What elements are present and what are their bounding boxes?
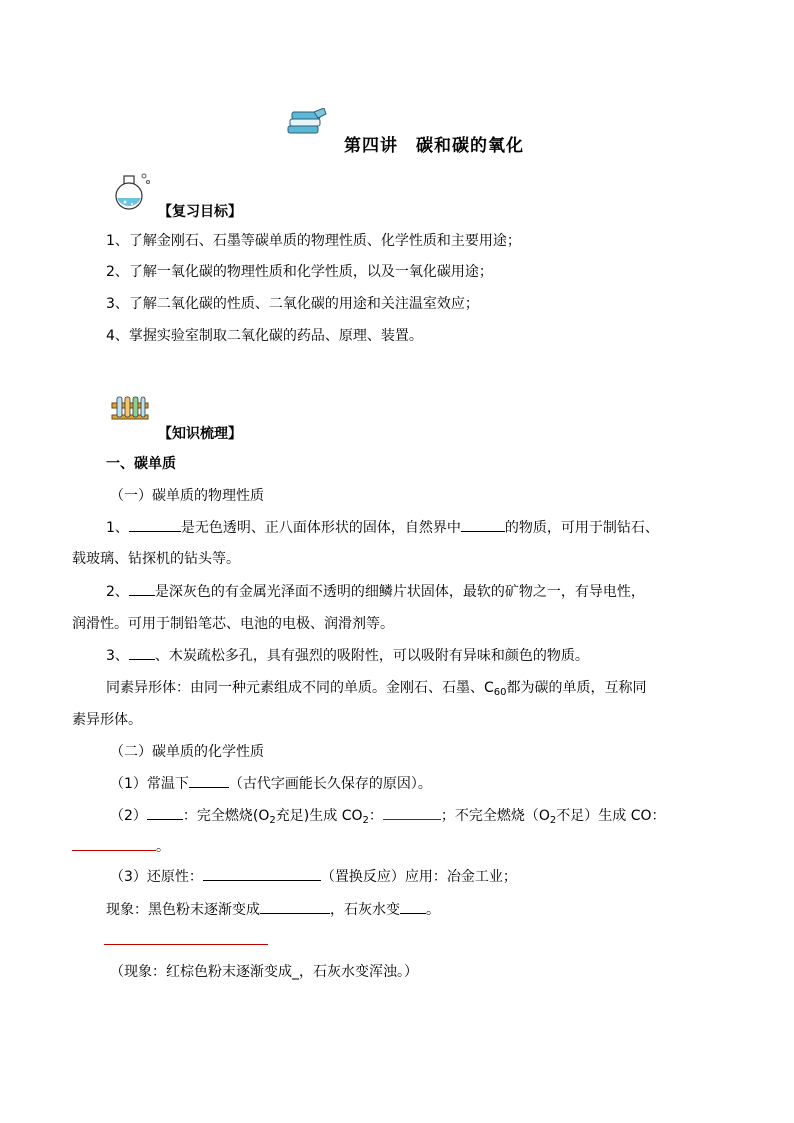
answer-blank[interactable]	[72, 836, 156, 851]
answer-blank[interactable]	[383, 805, 441, 820]
page-title: 第四讲 碳和碳的氧化	[344, 136, 524, 156]
paragraph-graphite: 2、 是深灰色的有金属光泽面不透明的细鳞片状固体，最软的矿物之一，有导电性，	[106, 581, 645, 601]
review-item-4: 4、掌握实验室制取二氧化碳的药品、原理、装置。	[106, 328, 423, 344]
subsection-chemical: （二）碳单质的化学性质	[110, 744, 264, 760]
phenomenon-note: （现象：红棕色粉末逐渐变成_，石灰水变浑浊。）	[110, 964, 418, 980]
paragraph-diamond-line2: 载玻璃、钻探机的钻头等。	[72, 551, 240, 567]
blank[interactable]	[260, 899, 330, 914]
paragraph-charcoal: 3、 、木炭疏松多孔，具有强烈的吸附性，可以吸附有异味和颜色的物质。	[106, 645, 589, 665]
test-tubes-icon	[110, 395, 150, 421]
phenomenon-line: 现象：黑色粉末逐渐变成 ，石灰水变 。	[106, 899, 440, 919]
chemical-item-3: （3）还原性： （置换反应）应用：冶金工业；	[110, 866, 517, 886]
review-item-3: 3、了解二氧化碳的性质、二氧化碳的用途和关注温室效应；	[106, 296, 479, 312]
answer-line[interactable]	[104, 944, 268, 945]
paragraph-diamond: 1、 是无色透明、正八面体形状的固体，自然界中 的物质，可用于制钻石、	[106, 517, 659, 537]
review-heading: 【复习目标】	[158, 204, 242, 220]
paragraph-allotrope: 同素异形体：由同一种元素组成不同的单质。金刚石、石墨、$C_{60}$都为碳的单质，互称同	[106, 680, 647, 698]
blank[interactable]	[129, 517, 181, 532]
books-icon	[284, 108, 328, 136]
section-heading-carbon: 一、碳单质	[106, 456, 176, 472]
knowledge-heading: 【知识梳理】	[158, 426, 242, 442]
blank[interactable]	[203, 866, 321, 881]
flask-icon	[110, 170, 154, 212]
review-item-2: 2、了解一氧化碳的物理性质和化学性质，以及一氧化碳用途；	[106, 264, 493, 280]
blank[interactable]	[147, 805, 183, 820]
blank[interactable]	[400, 899, 426, 914]
chemical-item-2: （2） ：完全燃烧($O_2$充足)生成 $CO_2$： ；不完全燃烧（$O_2$不足）生成 CO：	[110, 805, 666, 825]
blank[interactable]	[129, 645, 155, 660]
chemical-item-2-line2: 。	[72, 836, 170, 856]
paragraph-allotrope-line2: 素异形体。	[72, 712, 142, 728]
subsection-physical: （一）碳单质的物理性质	[110, 488, 264, 504]
blank[interactable]	[129, 581, 155, 596]
review-item-1: 1、了解金刚石、石墨等碳单质的物理性质、化学性质和主要用途；	[106, 233, 521, 249]
blank[interactable]	[461, 517, 505, 532]
blank[interactable]	[189, 773, 229, 788]
paragraph-graphite-line2: 润滑性。可用于制铅笔芯、电池的电极、润滑剂等。	[72, 616, 394, 632]
chemical-item-1: （1）常温下 （古代字画能长久保存的原因）。	[110, 773, 432, 793]
